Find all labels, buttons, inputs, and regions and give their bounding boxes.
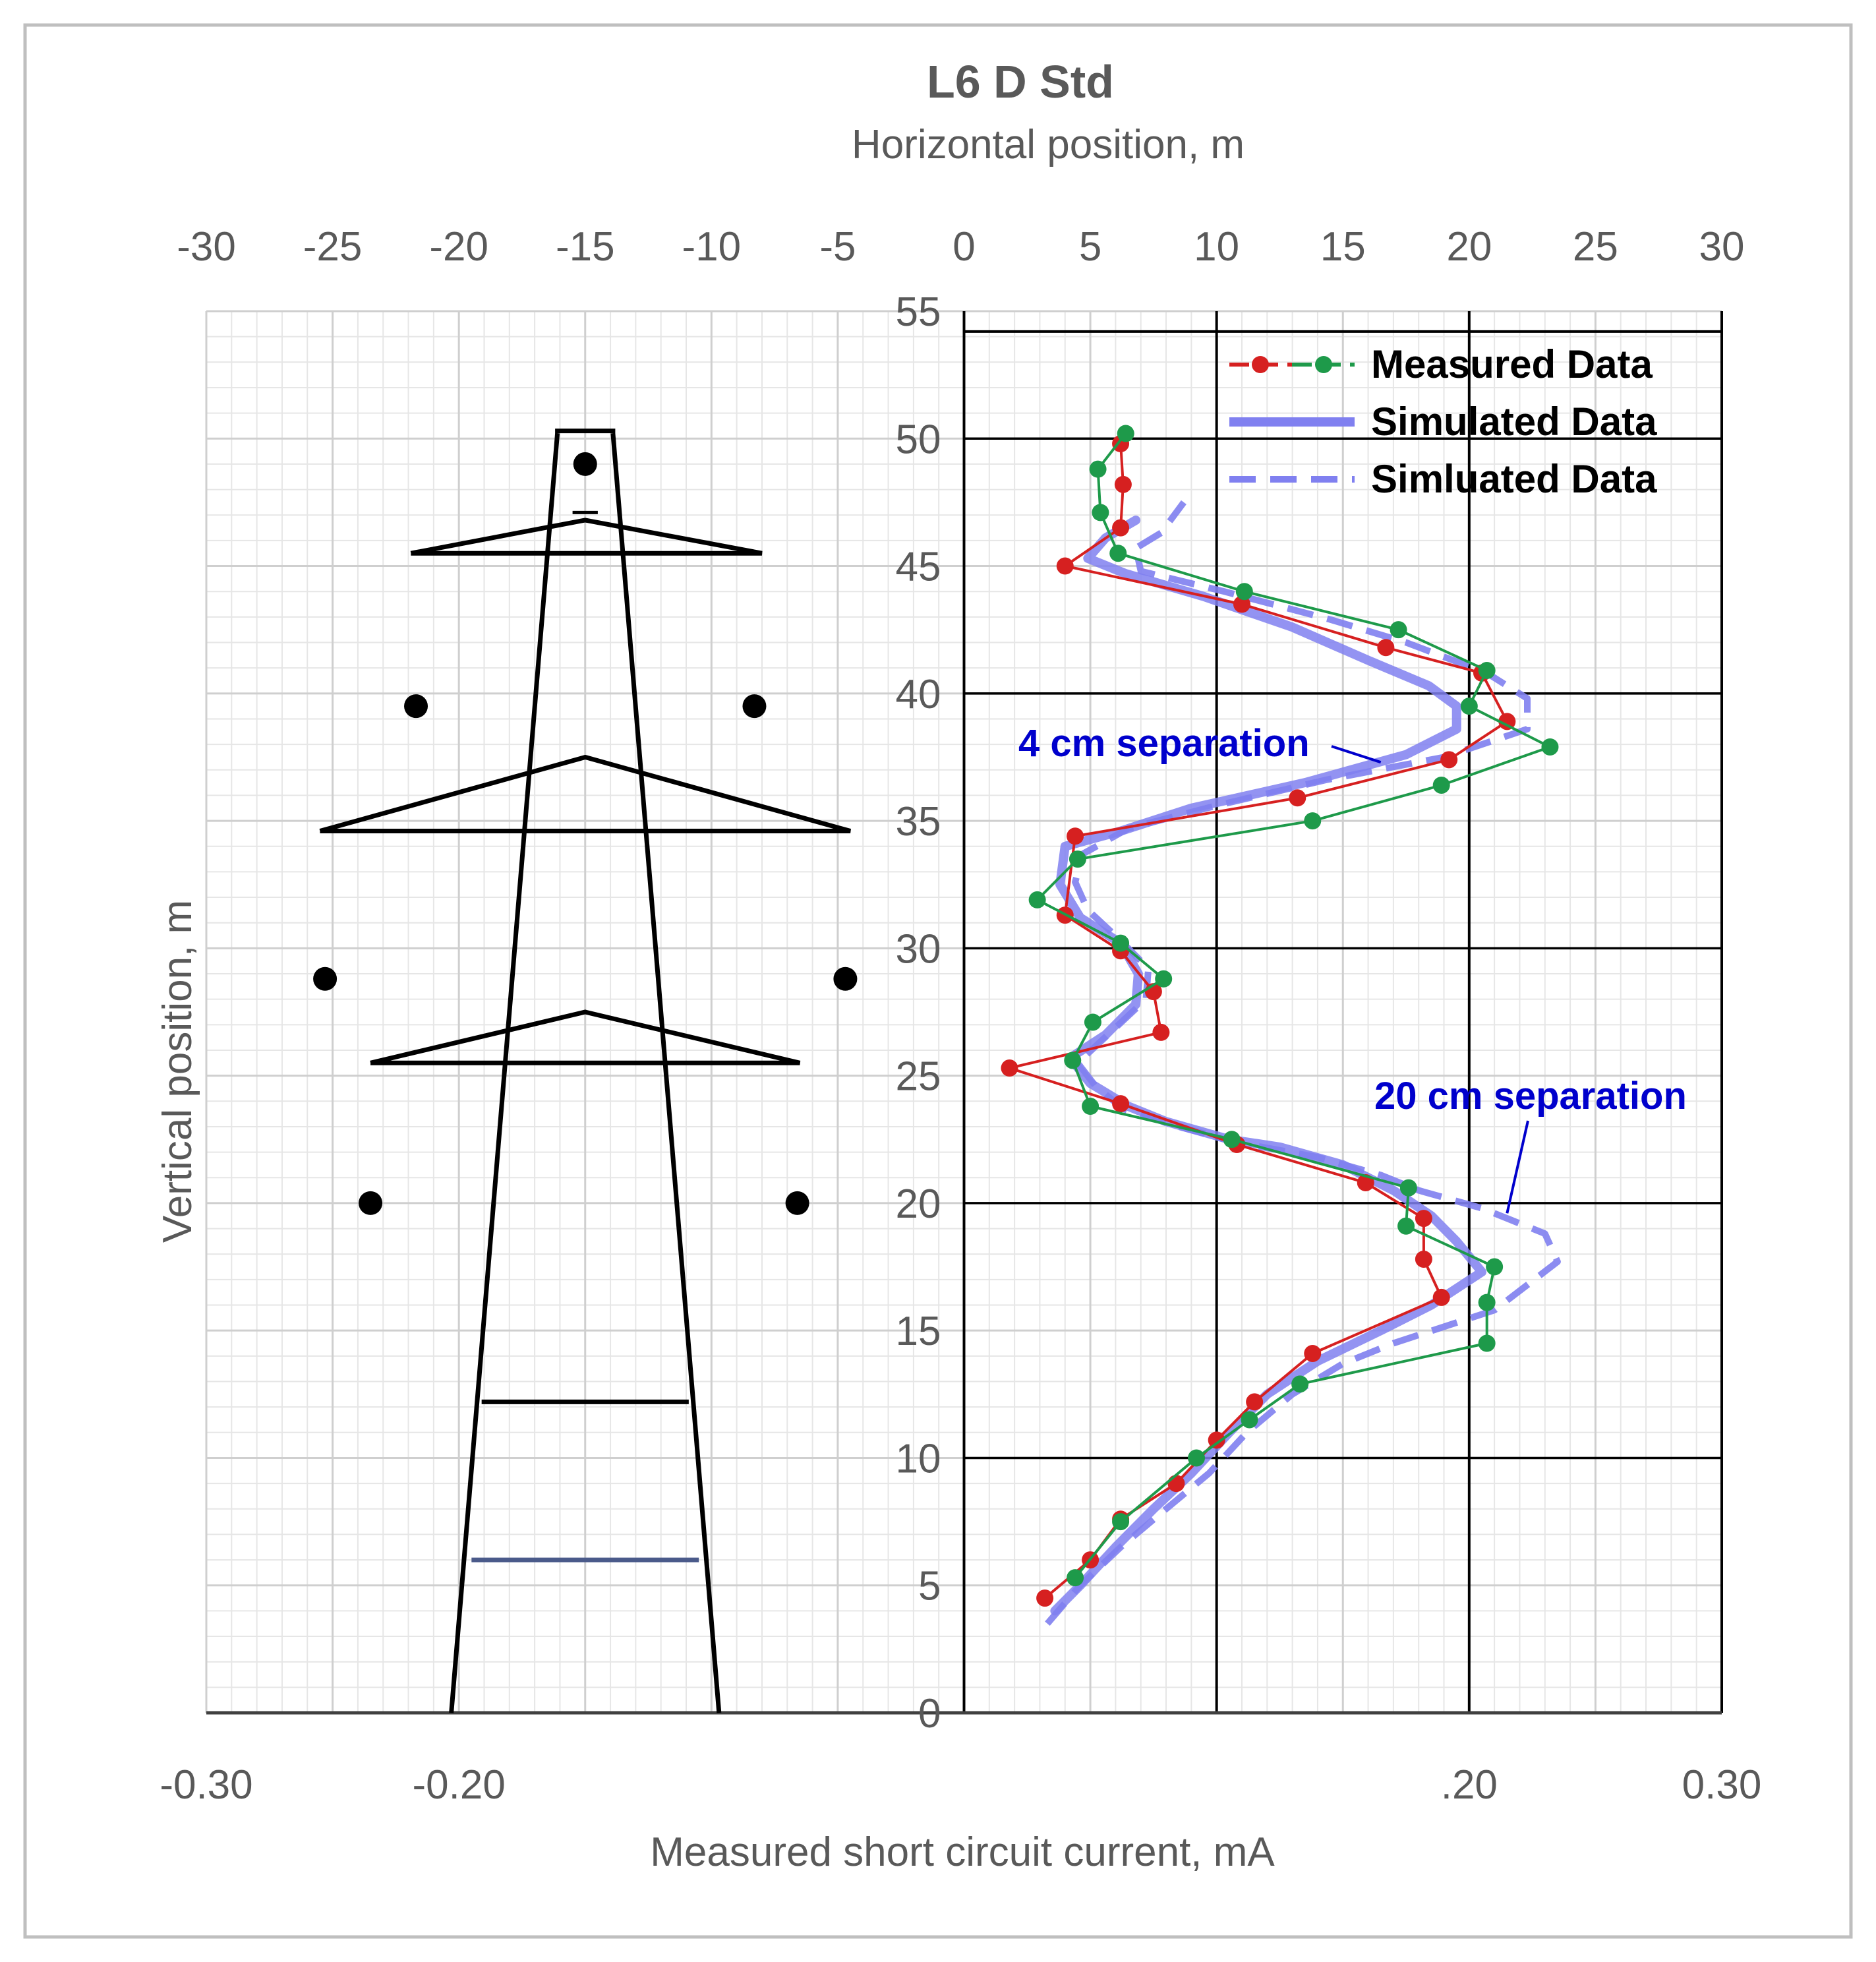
measured-green-point — [1390, 621, 1407, 638]
y-axis-tick-label: 35 — [895, 799, 941, 845]
conductor-dot — [313, 967, 337, 991]
measured-red-point — [1377, 639, 1394, 656]
measured-green-point — [1092, 504, 1109, 521]
measured-green-point — [1400, 1179, 1417, 1197]
top-axis-tick-label: 0 — [953, 224, 976, 270]
y-axis-tick-label: 10 — [895, 1436, 941, 1482]
measured-red-point — [1001, 1059, 1018, 1077]
top-axis-tick-label: -15 — [555, 224, 615, 270]
conductor-dot — [786, 1191, 809, 1215]
y-axis-tick-label: 55 — [895, 289, 941, 335]
measured-green-point — [1082, 1098, 1099, 1115]
measured-green-point — [1223, 1131, 1241, 1148]
top-axis-tick-label: 10 — [1194, 224, 1240, 270]
y-axis-tick-label: 45 — [895, 544, 941, 590]
top-axis-title: Horizontal position, m — [851, 122, 1245, 167]
measured-green-point — [1084, 1013, 1101, 1030]
measured-green-point — [1112, 1513, 1129, 1530]
top-axis-tick-label: 15 — [1320, 224, 1366, 270]
top-axis-tick-label: -10 — [682, 224, 742, 270]
measured-red-point — [1036, 1590, 1053, 1607]
measured-green-point — [1117, 425, 1134, 442]
top-axis-tick-label: 30 — [1699, 224, 1745, 270]
legend-measured-red-marker — [1252, 356, 1269, 373]
measured-green-point — [1090, 461, 1107, 478]
top-axis-tick-label: 5 — [1078, 224, 1102, 270]
legend-label: Measured Data — [1371, 342, 1653, 386]
measured-green-point — [1433, 777, 1450, 794]
measured-red-point — [1112, 520, 1129, 537]
tower-peak — [558, 431, 613, 434]
top-axis-tick-label: -30 — [177, 224, 236, 270]
measured-red-point — [1246, 1393, 1263, 1410]
bottom-axis-tick-label: -0.30 — [160, 1762, 253, 1808]
bottom-axis-tick-label: -0.20 — [412, 1762, 506, 1808]
chart-title: L6 D Std — [927, 56, 1114, 107]
top-axis-tick-label: 20 — [1446, 224, 1492, 270]
conductor-dot — [404, 694, 428, 718]
y-axis-tick-label: 40 — [895, 671, 941, 717]
measured-green-point — [1112, 935, 1129, 952]
measured-green-point — [1479, 1294, 1496, 1311]
bottom-axis-title: Measured short circuit current, mA — [650, 1829, 1275, 1875]
measured-green-point — [1479, 1335, 1496, 1352]
y-axis-tick-label: 0 — [918, 1691, 941, 1737]
top-axis-tick-label: -25 — [303, 224, 363, 270]
measured-green-point — [1461, 698, 1478, 715]
measured-red-point — [1167, 1475, 1185, 1492]
annotation-20cm-separation: 20 cm separation — [1374, 1075, 1687, 1117]
measured-green-point — [1155, 970, 1172, 988]
top-axis-tick-label: 25 — [1572, 224, 1618, 270]
legend-label: Simluated Data — [1371, 457, 1657, 501]
legend — [1229, 342, 1657, 501]
measured-green-point — [1109, 545, 1127, 562]
measured-green-point — [1241, 1411, 1258, 1428]
measured-green-point — [1188, 1449, 1205, 1466]
y-axis-tick-label: 15 — [895, 1309, 941, 1355]
measured-green-point — [1067, 1569, 1084, 1586]
measured-green-point — [1291, 1375, 1308, 1392]
top-axis-tick-label: -5 — [819, 224, 856, 270]
y-axis-tick-label: 50 — [895, 417, 941, 463]
legend-measured-green-marker — [1315, 356, 1332, 373]
measured-red-point — [1415, 1251, 1432, 1268]
measured-red-point — [1057, 558, 1074, 575]
measured-green-point — [1486, 1259, 1503, 1276]
measured-green-point — [1029, 891, 1046, 908]
measured-green-point — [1069, 850, 1086, 868]
conductor-dot — [573, 452, 597, 476]
legend-label: Simulated Data — [1371, 400, 1657, 444]
y-axis-tick-label: 5 — [918, 1563, 941, 1609]
top-axis-tick-label: -20 — [429, 224, 488, 270]
y-axis-tick-label: 20 — [895, 1181, 941, 1227]
measured-green-point — [1541, 738, 1558, 756]
measured-red-point — [1152, 1024, 1169, 1041]
measured-red-point — [1433, 1289, 1450, 1306]
measured-red-point — [1067, 827, 1084, 845]
y-axis-title: Vertical position, m — [155, 899, 200, 1243]
measured-red-point — [1415, 1210, 1432, 1227]
y-axis-tick-label: 25 — [895, 1054, 941, 1100]
measured-red-point — [1440, 751, 1457, 768]
measured-red-point — [1115, 476, 1132, 493]
measured-green-point — [1064, 1052, 1081, 1069]
annotation-4cm-separation: 4 cm separation — [1018, 722, 1310, 765]
measured-green-point — [1397, 1218, 1415, 1235]
bottom-axis-tick-label: 0.30 — [1682, 1762, 1762, 1808]
measured-red-point — [1289, 789, 1306, 806]
measured-red-point — [1112, 1095, 1129, 1112]
measured-green-point — [1236, 583, 1253, 600]
conductor-dot — [833, 967, 857, 991]
conductor-dot — [359, 1191, 382, 1215]
measured-green-point — [1479, 662, 1496, 679]
bottom-axis-tick-label: .20 — [1440, 1762, 1498, 1808]
conductor-dot — [742, 694, 766, 718]
measured-red-point — [1304, 1345, 1321, 1362]
y-axis-tick-label: 30 — [895, 926, 941, 972]
measured-green-point — [1304, 812, 1321, 829]
